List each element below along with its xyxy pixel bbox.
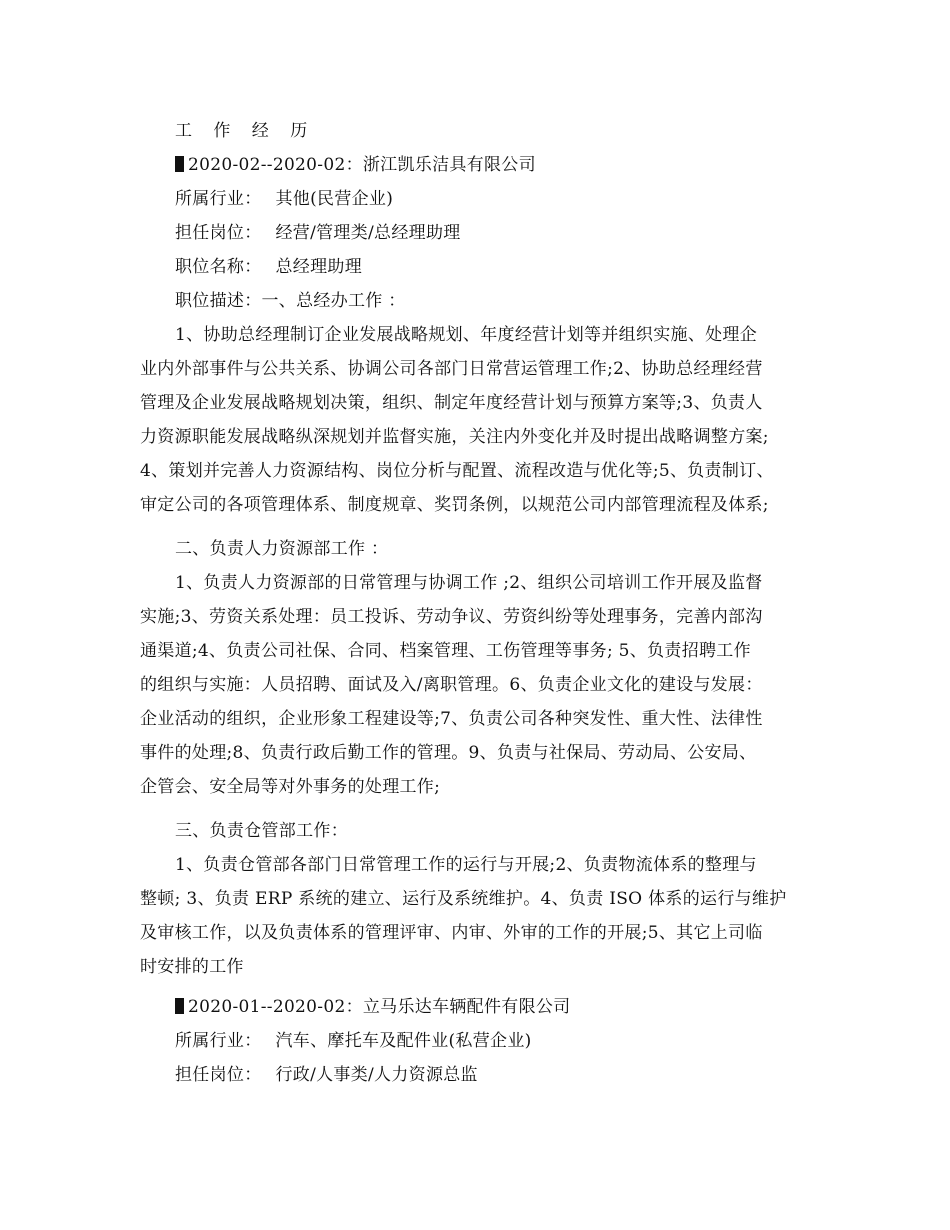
job-1-position bbox=[175, 216, 830, 250]
job-1-title bbox=[175, 250, 830, 284]
section-2-line: 的组织与实施：人员招聘、面试及入/离职管理。6、负责企业文化的建设与发展： bbox=[140, 675, 763, 695]
section-3-line: 及审核工作，以及负责体系的管理评审、内审、外审的工作的开展;5、其它上司临 bbox=[140, 923, 763, 943]
position-label: 担任岗位： bbox=[175, 223, 262, 243]
position-value: 经营/管理类/总经理助理 bbox=[275, 223, 461, 243]
section-3-line: 时安排的工作 bbox=[140, 957, 244, 977]
section-1-line: 1、协助总经理制订企业发展战略规划、年度经营计划等并组织实施、处理企 bbox=[175, 325, 758, 345]
industry-value: 汽车、摩托车及配件业(私营企业) bbox=[275, 1031, 532, 1051]
job-1-industry bbox=[175, 182, 830, 216]
section-1-line: 力资源职能发展战略纵深规划并监督实施，关注内外变化并及时提出战略调整方案; bbox=[140, 427, 769, 447]
industry-label: 所属行业： bbox=[175, 1031, 262, 1051]
section-title: 工 作 经 历 bbox=[175, 121, 316, 141]
job-2-industry bbox=[175, 1024, 830, 1058]
job-2-header-text: 2020-01--2020-02：立马乐达车辆配件有限公司 bbox=[188, 997, 571, 1017]
job-2-header bbox=[175, 990, 830, 1024]
industry-value: 其他(民营企业) bbox=[275, 189, 394, 209]
section-2-heading: 二、负责人力资源部工作 ： bbox=[175, 539, 389, 559]
section-3-line: 1、负责仓管部各部门日常管理工作的运行与开展;2、负责物流体系的整理与 bbox=[175, 855, 757, 875]
section-1-line: 审定公司的各项管理体系、制度规章、奖罚条例，以规范公司内部管理流程及体系; bbox=[140, 495, 769, 515]
bullet-marker-icon bbox=[175, 156, 184, 172]
position-value: 行政/人事类/人力资源总监 bbox=[275, 1065, 478, 1085]
section-2-line: 1、负责人力资源部的日常管理与协调工作 ;2、组织公司培训工作开展及监督 bbox=[175, 573, 763, 593]
section-2-line: 事件的处理;8、负责行政后勤工作的管理。9、负责与社保局、劳动局、公安局、 bbox=[140, 743, 757, 763]
job-1-header bbox=[175, 148, 830, 182]
job-1-desc-intro: 职位描述：一、总经办工作 ： bbox=[175, 291, 406, 311]
section-2-line: 通渠道;4、负责公司社保、合同、档案管理、工伤管理等事务; 5、负责招聘工作 bbox=[140, 641, 751, 661]
job-1-header-text: 2020-02--2020-02：浙江凯乐洁具有限公司 bbox=[188, 155, 536, 175]
section-3-heading: 三、负责仓管部工作： bbox=[175, 821, 348, 841]
title-label: 职位名称： bbox=[175, 257, 262, 277]
section-1-line: 业内外部事件与公共关系、协调公司各部门日常营运管理工作;2、协助总经理经营 bbox=[140, 359, 763, 379]
section-2-line: 实施;3、劳资关系处理：员工投诉、劳动争议、劳资纠纷等处理事务，完善内部沟 bbox=[140, 607, 763, 627]
bullet-marker-icon bbox=[175, 998, 184, 1014]
section-3-line: 整顿; 3、负责 ERP 系统的建立、运行及系统维护。4、负责 ISO 体系的运行与维护 bbox=[140, 889, 787, 909]
job-2-position bbox=[175, 1058, 830, 1092]
section-2-line: 企业活动的组织，企业形象工程建设等;7、负责公司各种突发性、重大性、法律性 bbox=[140, 709, 763, 729]
title-value: 总经理助理 bbox=[275, 257, 362, 277]
position-label: 担任岗位： bbox=[175, 1065, 262, 1085]
industry-label: 所属行业： bbox=[175, 189, 262, 209]
section-1-line: 管理及企业发展战略规划决策，组织、制定年度经营计划与预算方案等;3、负责人 bbox=[140, 393, 763, 413]
section-1-line: 4、策划并完善人力资源结构、岗位分析与配置、流程改造与优化等;5、负责制订、 bbox=[140, 461, 774, 481]
section-2-line: 企管会、安全局等对外事务的处理工作; bbox=[140, 777, 441, 797]
